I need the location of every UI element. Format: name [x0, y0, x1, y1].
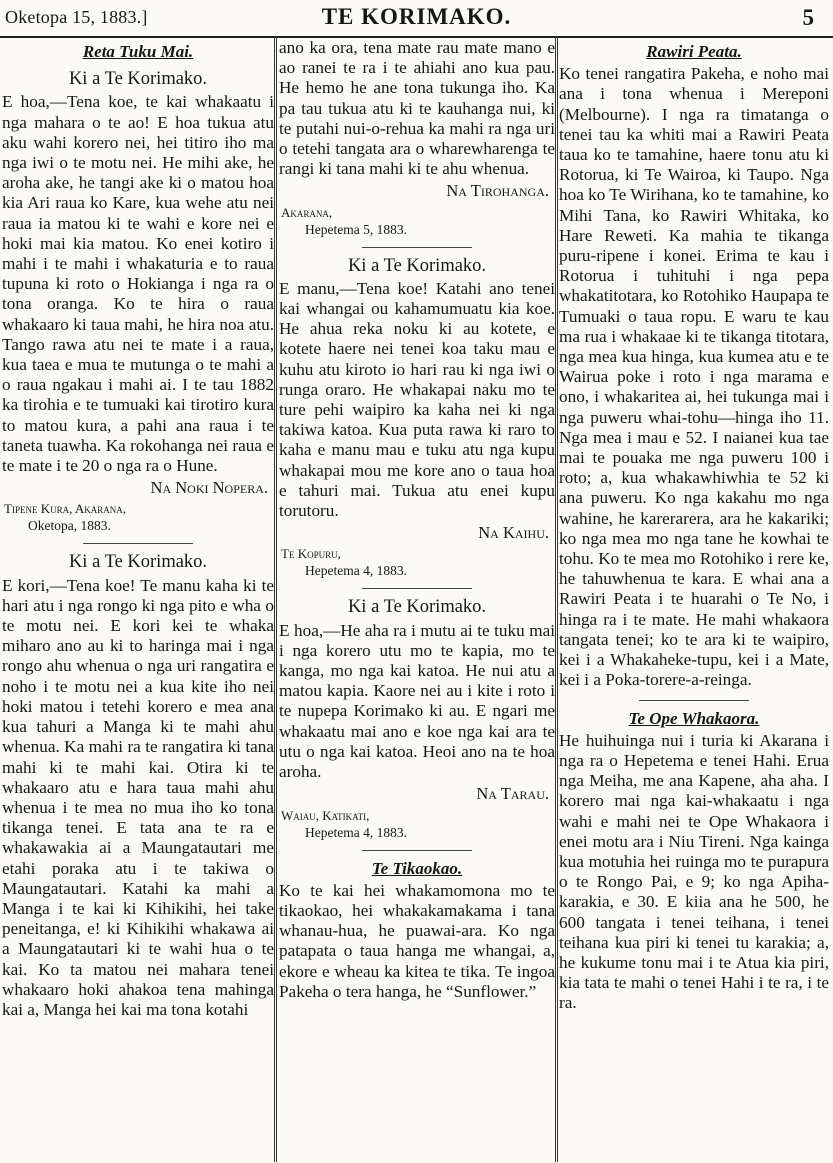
letter-place: Tipene Kura, Akarana,	[4, 501, 126, 517]
article-body: Ko tenei rangatira Pakeha, e noho mai ana i tona whenua i Mereponi (Melbourne). I nga ra timatanga o tenei tau ka whiti mai a Rawiri Peata taua ko te tamahine, haere tonu atu ki Rotorua, ki Te Wairoa, ki Taupo. Nga hoa ko Te Wirihana, ko te tamahine, ko Mihi Tana, ko Rawiri Whitaka, ko Hare Reweti. Ka mahia te tikanga puru-ripene i konei. Erima te kau i Rotorua i tuhituhi i nga pepa whakatitotara, ko Rotohiko Haupapa te Tumuaki o taua ropu. E waru te kau ma rua i whakaae ki te tikanga titotara, nga mea kua hinga, kua kumea atu e te Wairua poke i roto i nga marama e ono, i whakaritea ai, hei tukunga mai i nga puweru whai-tohu—hinga iho 11. Nga mea i mau e 52. I naianei kua tae mai te pouaka me nga puweru 100 i roto; a, kua whakawhiwhia te 52 ki ana puweru. Ko nga kakahu mo nga wahine, he karerarera, ara he kakariki; ko nga mea mo nga tane he kowhai te tohu. Ko te mea mo Rotohiko i rere ke, he tahuwhenua te kara. E whai ana a Rawiri Peata i te huarahi o Te No, i hinga ra i te mate. He mahi whakaora tangata tenei; ko te ara ki te waipiro, kei i a Whakaheke-tupu, kei i a Mate, kei i a Poka-torere-a-reinga.	[559, 64, 829, 690]
letter-body: E manu,—Tena koe! Katahi ano tenei kai whangai ou kahamumuatu kia koe. He ahua reka noku ki au kotete, e kotete haere nei tenei koa taku mau e kuhu atu kiroto io hari rau ki nga iwi o runga oraro. He whakapai naku mo te ture pehi waipiro ka kaha nei ki nga takiwa katoa. Kua puta rawa ki raro to kaha e manu mau e tuku atu nga kupu whakapai mou me kore ano o taua hoa e tahuri mai. Tukua atu enei kupu torutoru.	[279, 278, 555, 521]
letter-continuation: ano ka ora, tena mate rau mate mano e ao ranei te ra i te ahiahi ano kua pau. He hemo he ane tona tukunga iho. Ka pa tau tukua atu ki te kauhanga nui, ki te putahi nui-o-rehua ka mahi ra nga uri o tetehi tangata ara o wharewharenga te rangi ki tana mahi ki te ahu whenua.	[279, 38, 555, 179]
letter-date: Hepetema 4, 1883.	[305, 824, 407, 840]
column-2	[279, 38, 555, 1162]
issue-date: Oketopa 15, 1883.]	[5, 7, 148, 27]
letter-body: E hoa,—Tena koe, te kai whakaatu i nga mahara o te ao! E hoa tukua atu aku wahi korero nei, hei titiro iho ma nga iwi o te motu nei. He mihi ake, he aroha ake, he tangi ake ki o matou hoa kia Ari raua ko Kare, kua wehe atu nei raua ia matou ki te wahi e kore nei e hoki mai kia matou. Ko enei kotiro i mahi i te mahi i whakaturia e to raua tupuna ki roto o Hokianga i nga ra o tona oranga. Ko te hira o raua whakaaro ki taua mahi, he hira noa atu. Tango rawa atu nei te mate i a raua, kua taea e mua te mutunga o te mahi a o raua ngakau i mahi ai. I te tau 1882 ka tirohia e te tumuaki kai tirotiro kura to matou kura, a pahi ana raua i te taneta tuawha. Ka rokohanga nei raua e te mate i te 20 o nga ra o Hune.	[2, 92, 274, 476]
column-divider	[274, 38, 277, 1162]
letter-address: Ki a Te Korimako.	[68, 552, 208, 573]
letter-date: Hepetema 5, 1883.	[305, 221, 407, 237]
letter-address: Ki a Te Korimako.	[347, 597, 487, 618]
column-divider	[555, 38, 558, 1162]
letter-signature: Na Noki Nopera.	[150, 478, 268, 498]
separator-rule	[362, 850, 472, 851]
article-body: Ko te kai hei whakamomona mo te tikaokao, hei whakakamakama i tana whanau-hua, he puawai-ara. Ko nga patapata o taua hanga me whangai, a, ekore e wheau ka kitea te tika. Te ingoa Pakeha o tera hanga, he “Sunflower.”	[279, 880, 555, 1001]
section-heading: Te Tikaokao.	[371, 858, 463, 878]
masthead	[0, 0, 833, 40]
letter-place: Akarana,	[281, 204, 333, 220]
letter-date: Oketopa, 1883.	[28, 518, 111, 534]
letter-address: Ki a Te Korimako.	[347, 255, 487, 276]
letter-body: E hoa,—He aha ra i mutu ai te tuku mai i nga korero utu mo te kapia, mo te kanga, mo nga kai katoa. He nui atu a matou kapia. Kaore nei au i kite i roto i te nupepa Korimako ki au. E ngari me whakaatu mai ano e koe nga kai ara te utu o nga kai katoa. Heoi ano na te hoa aroha.	[279, 620, 555, 782]
newspaper-title: TE KORIMAKO.	[321, 4, 512, 29]
section-heading: Te Ope Whakaora.	[628, 708, 760, 728]
letter-date: Hepetema 4, 1883.	[305, 563, 407, 579]
letter-signature: Na Tarau.	[476, 784, 549, 804]
separator-rule	[639, 700, 749, 701]
column-3	[559, 38, 829, 1162]
section-heading: Reta Tuku Mai.	[82, 42, 194, 61]
letter-body: E kori,—Tena koe! Te manu kaha ki te hari atu i nga rongo ki nga pito e wha o te motu nei. E kori kei te whaka miharo ano au ki to haringa mai i nga rongo ahu whenua o nga uri rangatira e noho i te motu nei a kua kite iho nei hoki matou i tetehi korero e mea ana kua tahuri a Manga ki te mahi ahu whenua. Ka mahi ra te rangatira ki tana mahi ki te mahi kai. Otira ki te whakaaro atu e hara taua mahi ahu whenua i te mea no mua iho ko tona tikanga tenei. E tata ana te ra e whakawakia ai a Maungatautari me etahi poraka atu i te takiwa o Maungatautari. Katahi ka mahi a Manga i te kai ki Kihikihi, hei take peneitanga, e! ki Kihikihi whakawa ai a Maungatautari ki te wahi hua o te kai. Ko ta matou nei mahara tenei whakaaro hoki ahakoa tena mahinga kai a, Manga hei kai ma tona kotahi	[2, 575, 274, 1019]
letter-place: Te Kopuru,	[281, 546, 341, 562]
letter-address: Ki a Te Korimako.	[68, 69, 208, 90]
article-body: He huihuinga nui i turia ki Akarana i nga ra o Hepetema e tenei Hahi. Erua nga Meiha, me ana Kapene, aha aha. I korero mai nga kai-whakaatu i nga wahi e mahi nei te Ope Whakaora i enei motu ara i Niu Tireni. Nga kainga kua motuhia hei ruinga mo te purapura o te Rongo Pai, e 9; ko nga Apiha-karakia, e 30. E kiia ana he 500, he 600 tangata i tenei teihana, i tenei teihana kua piri ki tenei tu karakia; a, he kukume tonu mai i te Atua kia piri, kia tata te mahi o tenei Hahi i te ra, i te ra.	[559, 730, 829, 1013]
column-1	[2, 38, 274, 1162]
letter-place: Waiau, Katikati,	[281, 807, 370, 823]
letter-signature: Na Tirohanga.	[446, 181, 549, 201]
letter-signature: Na Kaihu.	[478, 523, 549, 543]
separator-rule	[83, 543, 193, 544]
page-number: 5	[802, 5, 814, 30]
separator-rule	[362, 247, 472, 248]
section-heading: Rawiri Peata.	[646, 42, 742, 61]
separator-rule	[362, 588, 472, 589]
